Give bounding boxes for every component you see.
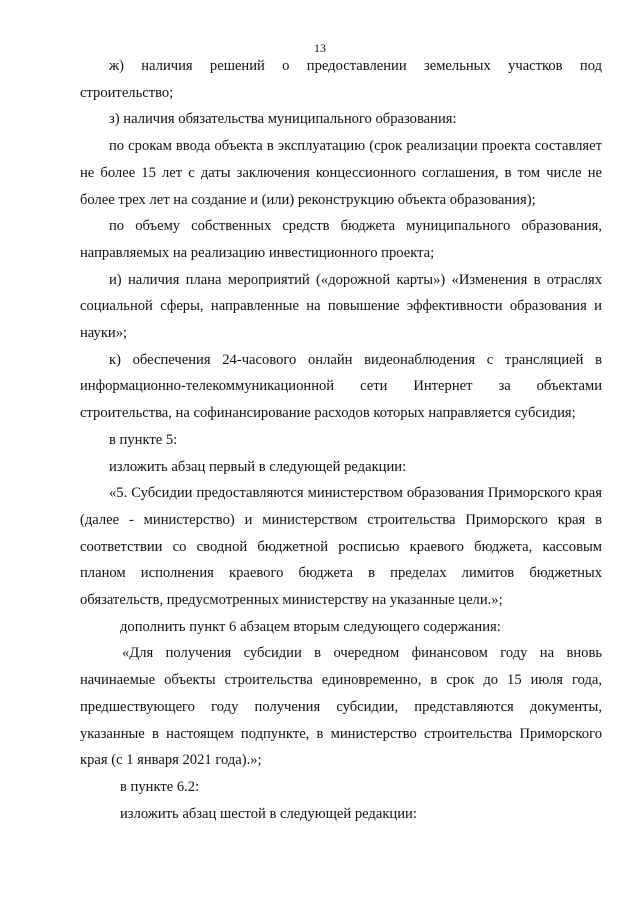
paragraph-i: и) наличия плана мероприятий («дорожной карты») «Изменения в отраслях социальной сферы, направленные на повышение эффективности образования и науки»; xyxy=(80,271,602,342)
paragraph-point-5-instruction: изложить абзац первый в следующей редакции: xyxy=(109,458,407,475)
paragraph-k: к) обеспечения 24-часового онлайн видеонаблюдения с трансляцией в информационно-телекоммуникационной сети Интернет за объектами строительства, на софинансирование расходов которых направляется субсидия; xyxy=(80,351,602,422)
paragraph-point-6-2: в пункте 6.2: xyxy=(120,778,200,795)
paragraph-point-6-2-instruction: изложить абзац шестой в следующей редакции: xyxy=(120,805,417,822)
paragraph-zh: ж) наличия решений о предоставлении земельных участков под строительство; xyxy=(80,58,602,101)
paragraph-point-6-text: «Для получения субсидии в очередном финансовом году на вновь начинаемые объекты строительства единовременно, в срок до 15 июля года, предшествующего году получения субсидии, представляются документы, указанные в настоящем подпункте, в министерство строительства Приморского края (с 1 января 2021 года).»; xyxy=(80,645,602,769)
document-body xyxy=(80,53,602,827)
page-number: 13 xyxy=(314,41,326,55)
paragraph-budget-volume: по объему собственных средств бюджета муниципального образования, направляемых на реализацию инвестиционного проекта; xyxy=(80,218,602,261)
paragraph-point-6-instruction: дополнить пункт 6 абзацем вторым следующего содержания: xyxy=(120,618,501,635)
paragraph-point-5: в пункте 5: xyxy=(109,431,178,448)
paragraph-point-5-text: «5. Субсидии предоставляются министерством образования Приморского края (далее - министерство) и министерством строительства Приморского края в соответствии со сводной бюджетной росписью краевого бюджета, кассовым планом исполнения краевого бюджета в пределах лимитов бюджетных обязательств, предусмотренных министерству на указанные цели.»; xyxy=(80,485,602,609)
paragraph-z: з) наличия обязательства муниципального образования: xyxy=(109,111,457,128)
paragraph-deadline: по срокам ввода объекта в эксплуатацию (срок реализации проекта составляет не более 15 лет с даты заключения концессионного соглашения, в том числе не более трех лет на создание и (или) реконструкцию объекта образования); xyxy=(80,138,602,208)
